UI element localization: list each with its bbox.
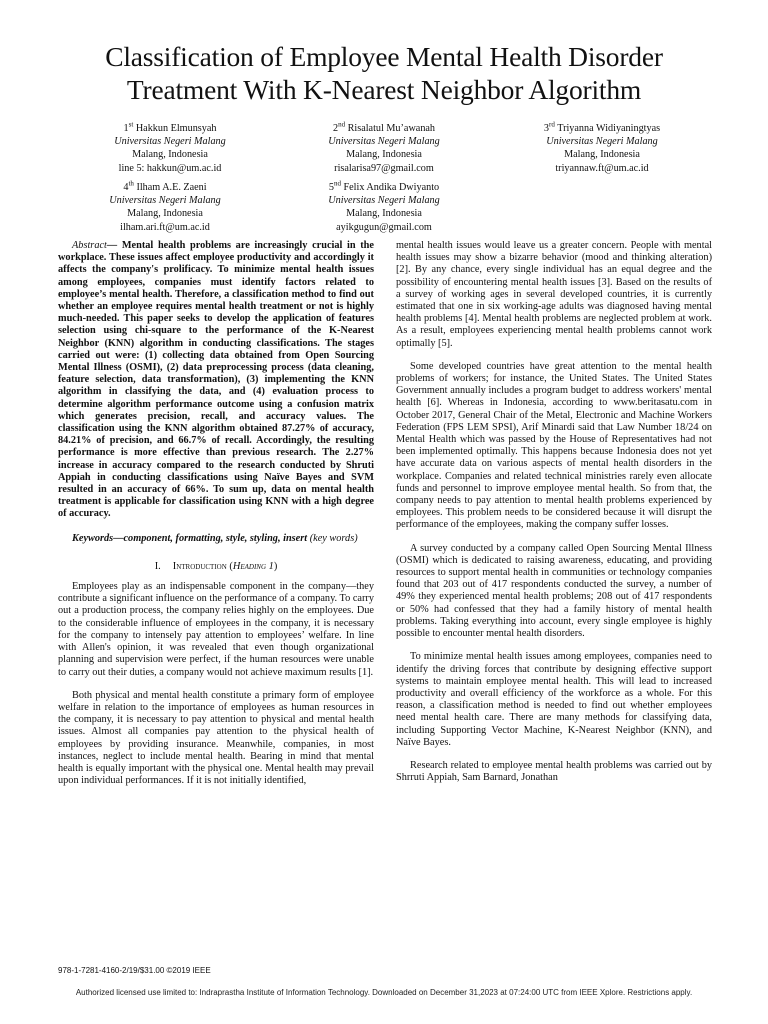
author-5: [284, 181, 484, 234]
section-title-italic: Heading 1: [232, 560, 274, 572]
author-3-email: triyannaw.ft@um.ac.id: [555, 162, 649, 174]
author-2-name: Risalatul Mu’awanah: [345, 123, 436, 134]
author-2-location: Malang, Indonesia: [346, 149, 422, 161]
title-line-2: Treatment With K-Nearest Neighbor Algorithm: [126, 74, 642, 105]
author-2-email: risalarisa97@gmail.com: [334, 162, 434, 174]
author-1-ord: 1: [123, 123, 129, 134]
author-1-affiliation: Universitas Negeri Malang: [114, 136, 226, 148]
author-4-affiliation: Universitas Negeri Malang: [109, 195, 221, 207]
author-4-location: Malang, Indonesia: [127, 208, 203, 220]
keywords: [58, 533, 374, 545]
copyright-code: 978-1-7281-4160-2/19/$31.00 ©2019 IEEE: [58, 966, 211, 975]
author-4-email: ilham.ari.ft@um.ac.id: [120, 221, 210, 233]
author-5-email: ayikgugun@gmail.com: [336, 221, 432, 233]
section-heading: [58, 561, 374, 573]
author-4-name: Ilham A.E. Zaeni: [133, 182, 207, 193]
author-5-name: Felix Andika Dwiyanto: [340, 182, 440, 193]
section-title-close: ): [273, 560, 278, 572]
author-2-sup: nd: [338, 120, 346, 129]
abstract: [58, 240, 374, 521]
section-title: Introduction (: [172, 560, 233, 572]
paragraph-right-4: To minimize mental health issues among employees, companies need to identify the driving forces that contribute by designing effective support systems to maintain employee mental health. This will lead to increased productivity and overall efficiency of the workforce as a whole. For this reason, a classification method is needed to find out whether employees need mental health care. There are many methods for classifying data, including Supporting Vector Machine, K-Nearest Neighbor (KNN), and Naïve Bayes.: [396, 651, 712, 748]
author-1-name: Hakkun Elmunsyah: [133, 123, 217, 134]
author-3-sup: rd: [549, 120, 555, 129]
title-line-1: Classification of Employee Mental Health Disorder: [105, 41, 663, 72]
left-column: [58, 240, 374, 787]
paragraph-right-1: mental health issues would leave us a greater concern. People with mental health issues may show a bizarre behavior (mood and thinking alteration) [2]. By any chance, every single individual has an equal degree and the possibility of encountering mental health issues [3]. Based on the results of a survey of working ages in several developed countries, it is currently estimated that one in six working-age adults was diagnosed having mental health problems [4]. Mental health problems are neglected problem at work. As a result, employees experiencing mental health problems cannot work optimally [5].: [396, 240, 712, 349]
abstract-body: Mental health problems are increasingly crucial in the workplace. These issues affect employee productivity and accordingly it affects the company's prolificacy. To minimize mental health issues among employees, companies must identify factors related to employee’s mental health. Therefore, a classification method to find out whether an employee requires mental health treatment or not is highly much-needed. This paper seeks to develop the application of features selection using chi-square to the performance of the K-Nearest Neighbor (KNN) algorithm in conducting classifications. The stages carried out were: (1) collecting data obtained from Open Sourcing Mental Illness (OSMI), (2) data preprocessing process (data cleaning, feature selection, data transformation), (3) implementing the KNN algorithm in classifying the data, and (4) evaluation process to determine algorithm performance outcome using a confusion matrix which generates precision, recall, and accuracy values. The classification using the KNN algorithm obtained 87.27% of accuracy, 84.21% of precision, and 66.7% of recall. Accordingly, the resulting performance is more effective than previous research. The 2.27% increase in accuracy compared to the research conducted by Shruti Appiah in conducting classifications using Naïve Bayes and SVM resulted in an accuracy of 66%. To sum up, data on mental health treatment is applicable for classification using KNN with a high degree of accuracy.: [58, 240, 374, 520]
author-3-affiliation: Universitas Negeri Malang: [546, 136, 658, 148]
author-5-ord: 5: [328, 182, 334, 193]
paragraph-right-2: Some developed countries have great attention to the mental health problems of workers; for instance, the United States. The United States Government annually includes a program budget to address workers' mental health [6]. Whereas in Indonesia, according to www.beritasatu.com in October 2017, General Chair of the Metal, Electronic and Machine Workers Federation (FPS LEM SPSI), Arif Minardi said that Law Number 18/24 on Mental Health which was passed by the House of Representatives had not been implemented optimally. This happens because Indonesia does not yet have accurate data on various aspects of mental health disorders in the workplace. Companies and related technical ministries rarely even allocate funds and personnel to improve employee mental health. So from that, the company needs to pay attention to mental health problems experienced by employees. This problem needs to be considered because it will disrupt the performance of the employees, making the company suffer losses.: [396, 360, 712, 531]
author-4-sup: th: [128, 179, 134, 188]
author-2-affiliation: Universitas Negeri Malang: [328, 136, 440, 148]
author-3: [502, 122, 702, 175]
author-1-email: line 5: hakkun@um.ac.id: [118, 162, 222, 174]
abstract-dash: —: [106, 240, 122, 251]
paper-title: [40, 40, 728, 106]
abstract-label: Abstract: [72, 240, 107, 251]
author-1: [70, 122, 270, 175]
author-2: [284, 122, 484, 175]
author-3-ord: 3: [543, 123, 549, 134]
author-4: [65, 181, 265, 234]
author-5-location: Malang, Indonesia: [346, 208, 422, 220]
keywords-lead: Keywords—component, formatting, style, styling, insert: [72, 532, 308, 544]
paragraph-left-2: Both physical and mental health constitute a primary form of employee welfare in relation to the importance of employees as human resources in the company, it is necessary to pay attention to physical and mental health issues. Almost all companies pay attention to the physical health of employees by providing insurance. Meanwhile, companies, in most instances, neglect to include mental health. Bearing in mind that mental health is equally important with the physical one. Mental health may prevail upon individual performances. If it is not initially identified,: [58, 689, 374, 787]
paragraph-right-3: A survey conducted by a company called Open Sourcing Mental Illness (OSMI) which is dedicated to raising awareness, educating, and providing resources to support mental health in communities or technology companies found that 203 out of 417 respondents conducted the survey, a number of 49% they experienced mental health problems; 208 out of 417 respondents or 50% had confessed that they had a family history of mental health problems. Taking everything into account, every single employee is highly possible to encounter mental health disorders.: [396, 542, 712, 640]
paragraph-left-1: Employees play as an indispensable component in the company—they contribute a significant influence on the performance of a company. To carry out a production process, the company relies highly on the employees. Due to the considerable influence of employees in the company, it is necessary for the company to intensely pay attention to employees’ welfare. In line with Allen's opinion, it was revealed that even though organizational planning and supervision were perfect, if the human resources were unable to carry out their duties, a company would not achieve maximum results [1].: [58, 581, 374, 678]
license-notice: Authorized licensed use limited to: Indraprastha Institute of Information Technology. Downloaded on December 31,2023 at 07:24:00 UTC from IEEE Xplore. Restrictions apply.: [75, 988, 693, 997]
right-column: [396, 240, 712, 784]
author-5-affiliation: Universitas Negeri Malang: [328, 195, 440, 207]
author-3-name: Triyanna Widiyaningtyas: [554, 123, 661, 134]
section-number: I.: [154, 560, 161, 572]
author-3-location: Malang, Indonesia: [564, 149, 640, 161]
author-1-location: Malang, Indonesia: [132, 149, 208, 161]
keywords-rest: (key words): [307, 532, 358, 544]
author-2-ord: 2: [332, 123, 339, 134]
author-4-ord: 4: [123, 182, 129, 193]
author-1-sup: st: [128, 120, 134, 129]
author-5-sup: nd: [333, 179, 341, 188]
paragraph-right-5: Research related to employee mental health problems was carried out by Shrruti Appiah, Sam Barnard, Jonathan: [396, 759, 712, 784]
